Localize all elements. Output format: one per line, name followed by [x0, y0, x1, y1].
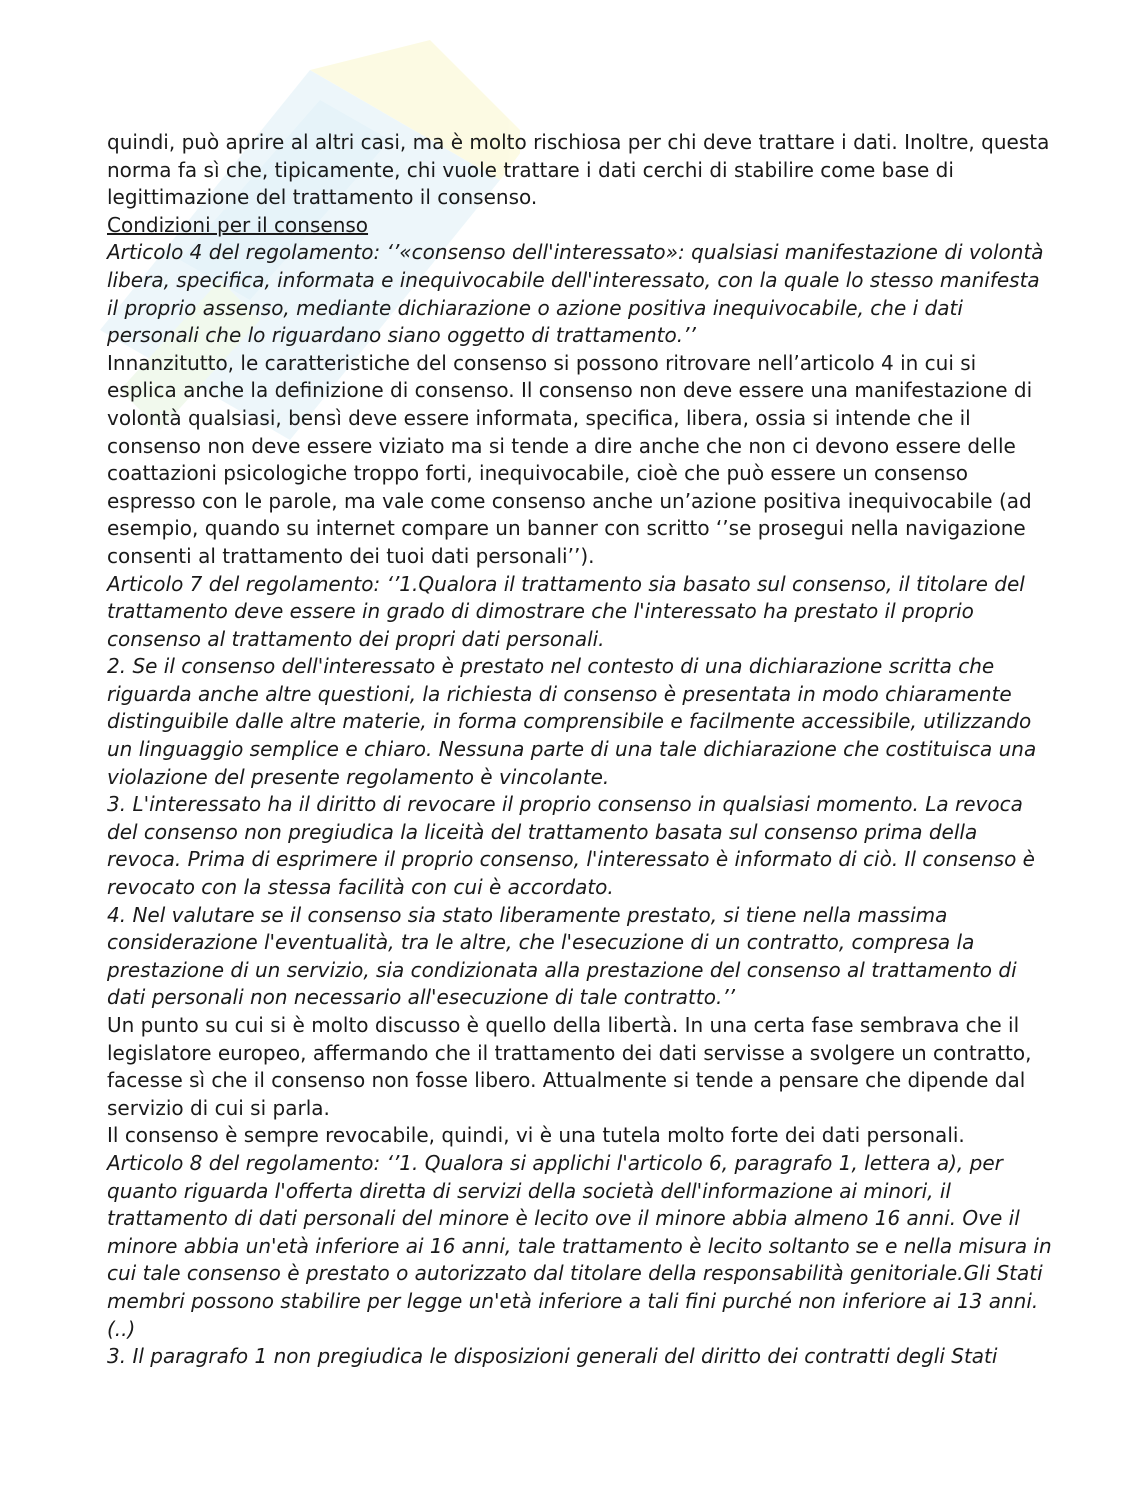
document-body: [107, 129, 1052, 1371]
quoted-article-4: Articolo 4 del regolamento: ‘’«consenso dell'interessato»: qualsiasi manifestazione di volontà libera, specifica, informata e inequivocabile dell'interessato, con la quale lo stesso manifesta il proprio assenso, mediante dichiarazione o azione positiva inequivocabile, che i dati personali che lo riguardano siano oggetto di trattamento.’’: [107, 240, 1044, 348]
body-paragraph: Un punto su cui si è molto discusso è quello della libertà. In una certa fase sembrava che il legislatore europeo, affermando che il trattamento dei dati servisse a svolgere un contratto, facesse sì che il consenso non fosse libero. Attualmente si tende a pensare che dipende dal servizio di cui si parla.: [107, 1013, 1032, 1120]
quoted-article-8-para-3: 3. Il paragrafo 1 non pregiudica le disposizioni generali del diritto dei contratti degli Stati: [107, 1344, 998, 1369]
body-paragraph: Innanzitutto, le caratteristiche del consenso si possono ritrovare nell’articolo 4 in cui si esplica anche la definizione di consenso. Il consenso non deve essere una manifestazione di volontà qualsiasi, bensì deve essere informata, specifica, libera, ossia si intende che il consenso non deve essere viziato ma si tende a dire anche che non ci devono essere delle coattazioni psicologiche troppo forti, inequivocabile, cioè che può essere un consenso espresso con le parole, ma vale come consenso anche un’azione positiva inequivocabile (ad esempio, quando su internet compare un banner con scritto ‘’se prosegui nella navigazione consenti al trattamento dei tuoi dati personali’’).: [107, 350, 1033, 568]
body-paragraph: Il consenso è sempre revocabile, quindi, vi è una tutela molto forte dei dati personali.: [107, 1123, 965, 1148]
quoted-article-7-para-1: Articolo 7 del regolamento: ‘’1.Qualora il trattamento sia basato sul consenso, il titolare del trattamento deve essere in grado di dimostrare che l'interessato ha prestato il proprio consenso al trattamento dei propri dati personali.: [107, 571, 1025, 651]
quoted-article-8-para-1: Articolo 8 del regolamento: ‘’1. Qualora si applichi l'articolo 6, paragrafo 1, lettera a), per quanto riguarda l'offerta diretta di servizi della società dell'informazione ai minori, il trattamento di dati personali del minore è lecito ove il minore abbia almeno 16 anni. Ove il minore abbia un'età inferiore ai 16 anni, tale trattamento è lecito soltanto se e nella misura in cui tale consenso è prestato o autorizzato dal titolare della responsabilità genitoriale.Gli Stati membri possono stabilire per legge un'età inferiore a tali fini purché non inferiore ai 13 anni. (..): [107, 1150, 1052, 1341]
quoted-article-7-para-3: 3. L'interessato ha il diritto di revocare il proprio consenso in qualsiasi momento. La revoca del consenso non pregiudica la liceità del trattamento basata sul consenso prima della revoca. Prima di esprimere il proprio consenso, l'interessato è informato di ciò. Il consenso è revocato con la stessa facilità con cui è accordato.: [107, 792, 1035, 900]
quoted-article-7-para-4: 4. Nel valutare se il consenso sia stato liberamente prestato, si tiene nella massima considerazione l'eventualità, tra le altre, che l'esecuzione di un contratto, compresa la prestazione di un servizio, sia condizionata alla prestazione del consenso al trattamento di dati personali non necessario all'esecuzione di tale contratto.’’: [107, 902, 1017, 1010]
section-heading: Condizioni per il consenso: [107, 212, 369, 237]
body-paragraph: quindi, può aprire al altri casi, ma è molto rischiosa per chi deve trattare i dati. Inoltre, questa norma fa sì che, tipicamente, chi vuole trattare i dati cerchi di stabilire come base di legittimazione del trattamento il consenso.: [107, 130, 1050, 210]
quoted-article-7-para-2: 2. Se il consenso dell'interessato è prestato nel contesto di una dichiarazione scritta che riguarda anche altre questioni, la richiesta di consenso è presentata in modo chiaramente distinguibile dalle altre materie, in forma comprensibile e facilmente accessibile, utilizzando un linguaggio semplice e chiaro. Nessuna parte di una tale dichiarazione che costituisca una violazione del presente regolamento è vincolante.: [107, 654, 1037, 789]
